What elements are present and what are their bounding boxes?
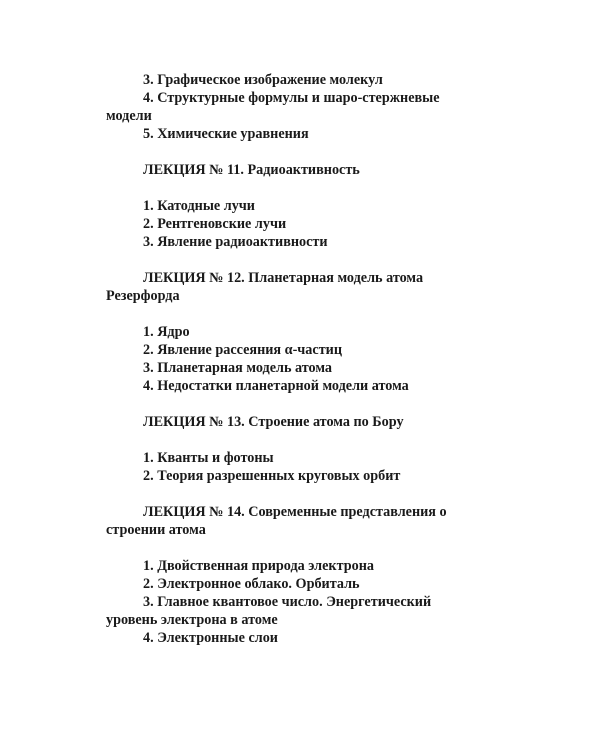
list-item: 1. Ядро [143, 324, 190, 340]
lecture-section [106, 413, 476, 485]
list-section [106, 71, 476, 143]
list-item: 1. Двойственная природа электрона [143, 558, 375, 574]
lecture-section [106, 161, 476, 251]
list-item: 4. Недостатки планетарной модели атома [143, 378, 409, 394]
list-item-continuation: уровень электрона в атоме [106, 612, 278, 628]
list-item: 3. Графическое изображение молекул [143, 72, 383, 88]
list-item: 3. Главное квантовое число. Энергетический [143, 594, 432, 610]
list-item: 2. Явление рассеяния α-частиц [143, 342, 343, 358]
lecture-section [106, 503, 476, 647]
list-item: 2. Электронное облако. Орбиталь [143, 576, 360, 592]
lecture-heading: ЛЕКЦИЯ № 12. Планетарная модель атома [143, 270, 424, 286]
list-item: 1. Катодные лучи [143, 198, 255, 214]
list-item-continuation: модели [106, 108, 152, 124]
list-item: 2. Рентгеновские лучи [143, 216, 287, 232]
list-item: 3. Планетарная модель атома [143, 360, 333, 376]
list-item: 5. Химические уравнения [143, 126, 309, 142]
list-item: 4. Структурные формулы и шаро-стержневые [143, 90, 440, 106]
lecture-heading: ЛЕКЦИЯ № 13. Строение атома по Бору [143, 414, 404, 430]
lecture-section [106, 269, 476, 395]
document-content [106, 71, 476, 647]
list-item: 3. Явление радиоактивности [143, 234, 328, 250]
list-item: 4. Электронные слои [143, 630, 278, 646]
lecture-heading: ЛЕКЦИЯ № 11. Радиоактивность [143, 162, 360, 178]
list-item: 2. Теория разрешенных круговых орбит [143, 468, 401, 484]
lecture-heading-continuation: Резерфорда [106, 288, 180, 304]
lecture-heading-continuation: строении атома [106, 522, 206, 538]
list-item: 1. Кванты и фотоны [143, 450, 274, 466]
lecture-heading: ЛЕКЦИЯ № 14. Современные представления о [143, 504, 447, 520]
